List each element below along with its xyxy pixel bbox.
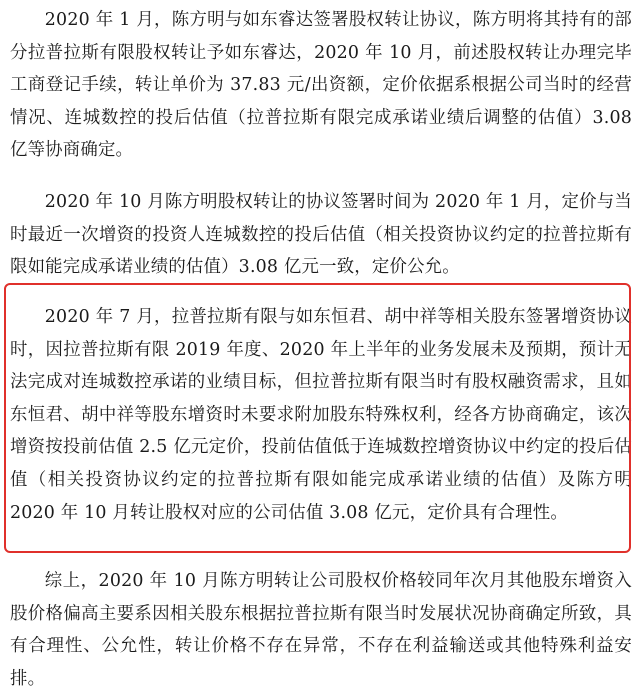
paragraph-conclusion: 综上，2020 年 10 月陈方明转让公司股权价格较同年次月其他股东增资入股价格偏高主要系因相关股东根据拉普拉斯有限当时发展状况协商确定所致，具有合理性、公允性，转让价格不存在异常，不存在利益输送或其他特殊利益安排。 [10, 571, 632, 689]
paragraph-capital-increase-2020-07: 2020 年 7 月，拉普拉斯有限与如东恒君、胡中祥等相关股东签署增资协议时，因拉普拉斯有限 2019 年度、2020 年上半年的业务发展未及预期，预计无法完成对连城数控承诺的业绩目标，但拉普拉斯有限当时有股权融资需求，且如东恒君、胡中祥等股东增资时未要求附加股东特殊权利，经各方协商确定，该次增资按投前估值 2.5 亿元定价，投前估值低于连城数控增资协议中约定的投后估值（相关投资协议约定的拉普拉斯有限如能完成承诺业绩的估值）及陈方明 2020 年 10 月转让股权对应的公司估值 3.08 亿元，定价具有合理性。 [10, 307, 632, 523]
paragraph-transfer-pricing: 2020 年 10 月陈方明股权转让的协议签署时间为 2020 年 1 月，定价与当时最近一次增资的投资人连城数控的投后估值（相关投资协议约定的拉普拉斯有限如能完成承诺业绩的估值）3.08 亿元一致，定价公允。 [10, 192, 632, 278]
paragraph-equity-transfer-2020-01: 2020 年 1 月，陈方明与如东睿达签署股权转让协议，陈方明将其持有的部分拉普拉斯有限股权转让予如东睿达，2020 年 10 月，前述股权转让办理完毕工商登记手续，转让单价为 37.83 元/出资额，定价依据系根据公司当时的经营情况、连城数控的投后估值（拉普拉斯有限完成承诺业绩后调整的估值）3.08 亿等协商确定。 [10, 10, 632, 161]
